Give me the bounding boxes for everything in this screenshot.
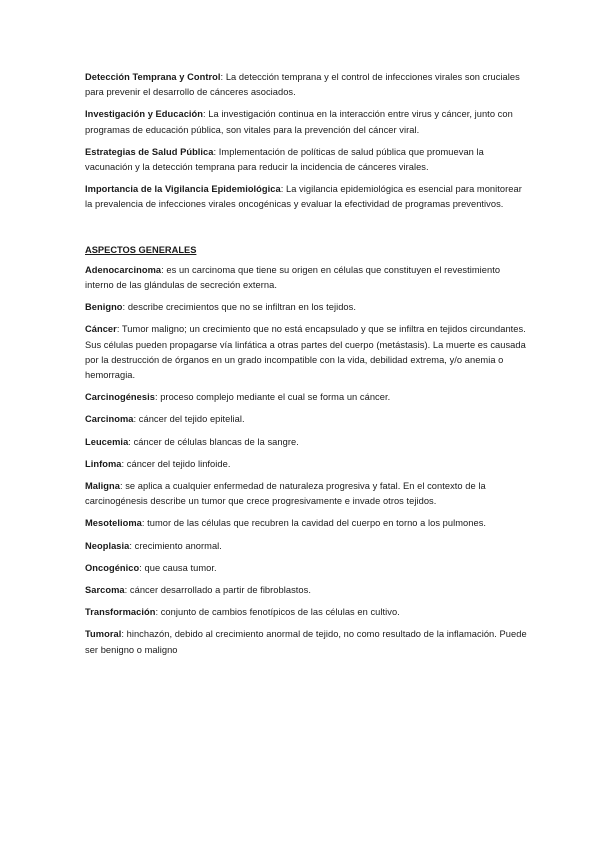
glossary-entry [85, 300, 529, 315]
glossary-definition: : cáncer desarrollado a partir de fibroblastos. [124, 585, 311, 596]
glossary-term: Oncogénico [85, 562, 140, 573]
glossary-entry [85, 583, 529, 598]
glossary-term: Mesotelioma [85, 518, 142, 529]
glossary-entry [85, 539, 529, 554]
glossary-entry [85, 322, 529, 383]
glossary-term: Transformación [85, 607, 156, 618]
paragraph-term: Estrategias de Salud Pública [85, 146, 214, 157]
intro-paragraph [85, 182, 529, 212]
intro-paragraph [85, 145, 529, 175]
glossary-entry [85, 516, 529, 531]
glossary-term: Benigno [85, 302, 123, 313]
glossary-definition: : tumor de las células que recubren la cavidad del cuerpo en torno a los pulmones. [141, 518, 487, 529]
glossary-definition: : es un carcinoma que tiene su origen en células que constituyen el revestimiento interno de las glándulas de secreción externa. [85, 264, 501, 291]
glossary-term: Carcinogénesis [85, 392, 155, 403]
glossary-term: Cáncer [85, 324, 117, 335]
glossary-term: Tumoral [85, 629, 122, 640]
glossary-term: Neoplasia [85, 540, 130, 551]
glossary-list [85, 263, 529, 658]
glossary-entry [85, 435, 529, 450]
glossary-definition: : cáncer del tejido epitelial. [133, 414, 245, 425]
intro-paragraph [85, 70, 529, 100]
paragraph-term: Detección Temprana y Control [85, 72, 221, 82]
intro-section [85, 70, 529, 213]
glossary-entry [85, 412, 529, 427]
paragraph-term: Importancia de la Vigilancia Epidemiológica [85, 184, 281, 195]
glossary-definition: : se aplica a cualquier enfermedad de naturaleza progresiva y fatal. En el contexto de la carcinogénesis describe un tumor que crece progresivamente e invade otros tejidos. [85, 481, 486, 507]
glossary-entry [85, 561, 529, 576]
glossary-definition: : hinchazón, debido al crecimiento anormal de tejido, no como resultado de la inflamación. Puede ser benigno o maligno [85, 629, 527, 655]
glossary-definition: : proceso complejo mediante el cual se forma un cáncer. [154, 392, 391, 403]
glossary-entry [85, 479, 529, 509]
paragraph-text: : La investigación continua en la interacción entre virus y cáncer, junto con programas de educación pública, son vitales para la prevención del cáncer viral. [85, 109, 513, 135]
paragraph-term: Investigación y Educación [85, 109, 204, 120]
section-heading: ASPECTOS GENERALES [85, 244, 197, 255]
paragraph-text: : Implementación de políticas de salud pública que promuevan la vacunación y la detección temprana para reducir la incidencia de cánceres virales. [85, 146, 484, 173]
glossary-term: Sarcoma [85, 585, 125, 596]
glossary-definition: : cáncer del tejido linfoide. [121, 458, 231, 469]
glossary-entry [85, 457, 529, 472]
glossary-definition: : Tumor maligno; un crecimiento que no está encapsulado y que se infiltra en tejidos circundantes. Sus células pueden propagarse vía linfática a otras partes del cuerpo (metástasis). La muerte es causada por la destrucción de órganos en un grado incompatible con la vida, debilidad extrema, y/o anemia o hemorragia. [85, 324, 526, 381]
glossary-definition: : que causa tumor. [139, 562, 217, 573]
paragraph-text: : La vigilancia epidemiológica es esencial para monitorear la prevalencia de infecciones virales oncogénicas y evaluar la efectividad de programas preventivos. [85, 184, 522, 210]
glossary-definition: : crecimiento anormal. [129, 540, 222, 551]
glossary-entry [85, 263, 529, 293]
intro-paragraph [85, 107, 529, 137]
glossary-term: Maligna [85, 481, 120, 492]
glossary-term: Carcinoma [85, 414, 134, 425]
glossary-entry [85, 390, 529, 405]
glossary-definition: : conjunto de cambios fenotípicos de las células en cultivo. [155, 607, 400, 618]
glossary-term: Leucemia [85, 436, 129, 447]
paragraph-text: : La detección temprana y el control de infecciones virales son cruciales para prevenir el desarrollo de cánceres asociados. [85, 72, 520, 98]
glossary-term: Adenocarcinoma [85, 264, 162, 275]
glossary-definition: : describe crecimientos que no se infiltran en los tejidos. [122, 302, 356, 313]
glossary-entry [85, 627, 529, 657]
glossary-term: Linfoma [85, 458, 122, 469]
glossary-definition: : cáncer de células blancas de la sangre. [128, 436, 299, 447]
glossary-entry [85, 605, 529, 620]
